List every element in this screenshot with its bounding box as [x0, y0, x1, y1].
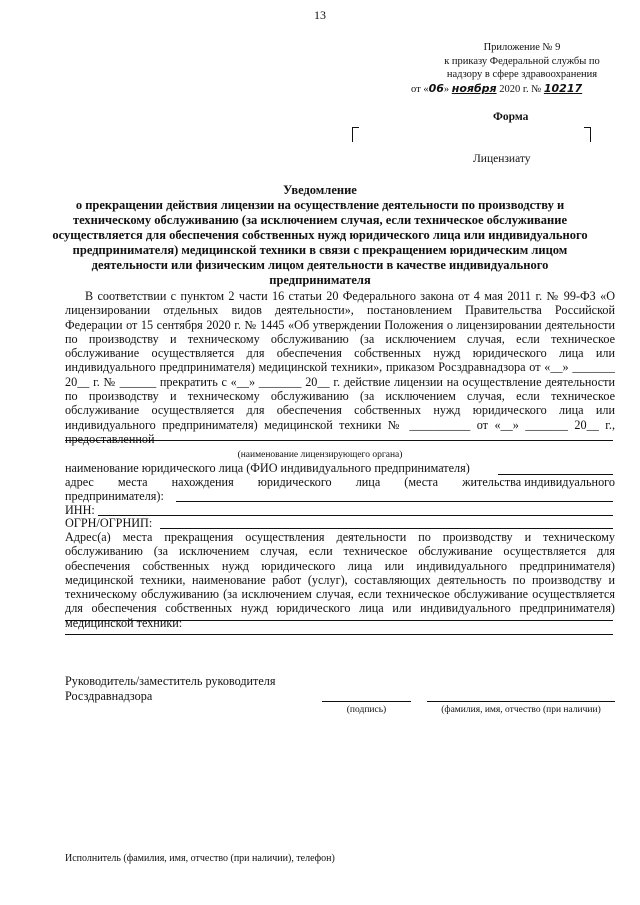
address-word-2: места — [117, 475, 148, 489]
date-quote-close: » — [443, 84, 450, 95]
appendix-line-2: к приказу Федеральной службы по — [444, 56, 600, 67]
page-number: 13 — [314, 8, 326, 22]
authority-blank-line — [65, 440, 613, 441]
address-field[interactable] — [176, 501, 613, 502]
document-title — [40, 183, 600, 288]
ogrn-label: ОГРН/ОГРНИП: — [65, 516, 153, 530]
authority-caption: (наименование лицензирующего органа) — [237, 450, 403, 460]
address-word-3: нахождения — [171, 475, 234, 489]
signature-caption: (подпись) — [346, 705, 387, 715]
appendix-line-3: надзору в сфере здравоохранения — [446, 69, 598, 80]
handwritten-month: ноября — [451, 82, 497, 95]
ogrn-field[interactable] — [160, 528, 613, 529]
signatory-title-2: Росздравнадзора — [65, 689, 153, 703]
activity-address-line-2[interactable] — [65, 634, 613, 635]
address-word-5: лица — [355, 475, 381, 489]
activity-address-line-1[interactable] — [65, 620, 613, 621]
address-word-4: юридического — [257, 475, 332, 489]
address-word-1: адрес — [65, 475, 94, 489]
signature-line[interactable] — [322, 701, 411, 702]
name-line[interactable] — [427, 701, 615, 702]
address-word-7: жительства индивидуального — [462, 475, 615, 489]
handwritten-day: 06 — [428, 82, 444, 95]
executor-footer: Исполнитель (фамилия, имя, отчество (при наличии), телефон) — [65, 853, 335, 864]
appendix-date-line — [411, 82, 582, 95]
address-label-row — [65, 475, 615, 490]
name-caption: (фамилия, имя, отчество (при наличии) — [441, 705, 601, 715]
legal-name-label: наименование юридического лица (ФИО индивидуального предпринимателя) — [65, 461, 470, 475]
corner-mark-left — [352, 127, 359, 142]
corner-mark-right — [584, 127, 591, 142]
address-word-6: (места — [404, 475, 439, 489]
licensee-label: Лицензиату — [473, 153, 531, 165]
inn-label: ИНН: — [65, 503, 95, 517]
main-paragraph: В соответствии с пунктом 2 части 16 статьи 20 Федерального закона от 4 мая 2011 г. № 99-ФЗ «О лицензировании отдельных видов деятельности», постановлением Правительства Российской Федерации от 15 сентября 2020 г. № 1445 «Об утверждении Положения о лицензировании деятельности по производству и техническому обслуживанию (за исключением случая, если техническое обслуживание осуществляется для обеспечения собственных нужд юридического лица или индивидуального предпринимателя) медицинской техники», приказом Росздравнадзора от «__» _______ 20__ г. № ______ прекратить с «__» _______ 20__ г. действие лицензии на осуществление деятельности по производству и техническому обслуживанию (за исключением случая, если техническое обслуживание осуществляется для обеспечения собственных нужд юридического лица или индивидуального предпринимателя) медицинской техники № __________ от «__» _______ 20__ г., предоставленной — [65, 289, 615, 446]
date-prefix: от « — [411, 84, 429, 95]
title-body: о прекращении действия лицензии на осуществление деятельности по производству и техническому обслуживанию (за исключением случая, если техническое обслуживание осуществляется для обеспечения собственных нужд юридического лица или индивидуального предпринимателя) медицинской техники в связи с прекращением юридическим лицом деятельности или физическим лицом деятельности в качестве индивидуального предпринимателя — [52, 198, 588, 287]
signatory-title-1: Руководитель/заместитель руководителя — [65, 674, 276, 688]
handwritten-order-number: 10217 — [543, 82, 583, 95]
appendix-line-1: Приложение № 9 — [483, 42, 561, 53]
inn-field[interactable] — [98, 515, 613, 516]
activity-address-paragraph: Адрес(а) места прекращения осуществления деятельности по производству и техническому обслуживанию (за исключением случая, если техническое обслуживание осуществляется для обеспечения собственных нужд юридического лица или индивидуального предпринимателя) медицинской техники, наименование работ (услуг), составляющих деятельность по производству и техническому обслуживанию (за исключением случая, если техническое обслуживание осуществляется для обеспечения собственных нужд юридического лица или индивидуального предпринимателя) медицинской техники: — [65, 530, 615, 630]
title-heading: Уведомление — [283, 183, 357, 197]
address-label-cont: предпринимателя): — [65, 489, 164, 503]
date-year: 2020 г. № — [499, 84, 542, 95]
form-label: Форма — [493, 111, 529, 123]
